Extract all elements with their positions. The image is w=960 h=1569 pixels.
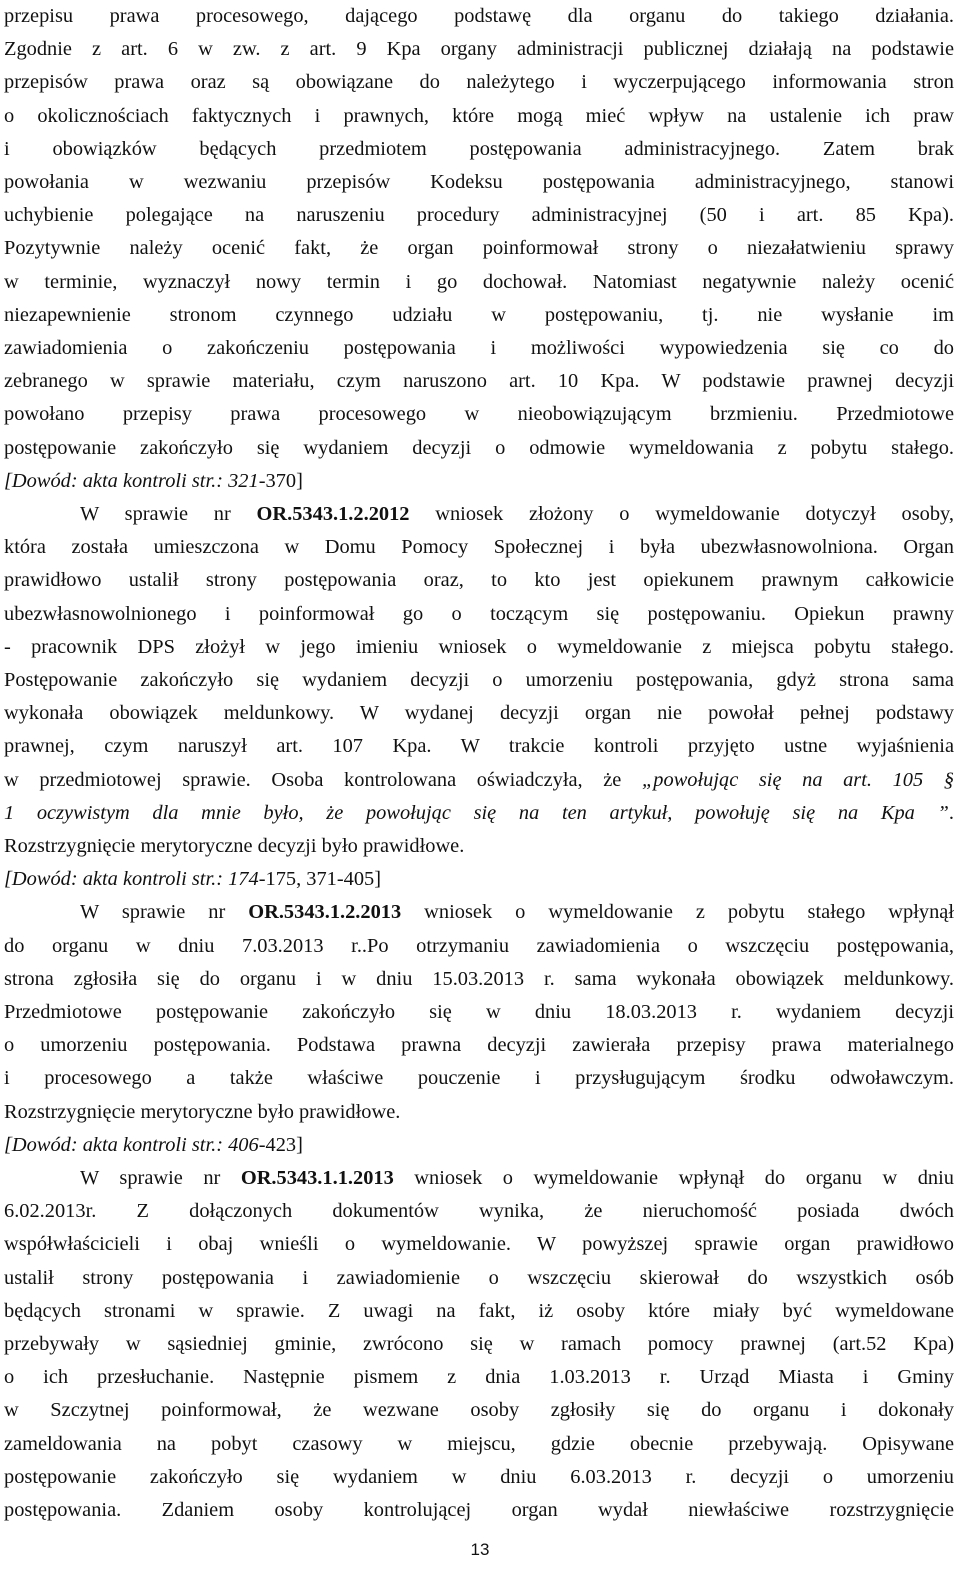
text-segment: w terminie, wyznaczył nowy termin i go dochował. Natomiast negatywnie należy ocenić — [4, 270, 954, 293]
text-line — [4, 1295, 954, 1328]
text-line — [4, 730, 954, 763]
text-segment: postępowanie zakończyło się wydaniem decyzji o odmowie wymeldowania z pobytu stałego. — [4, 436, 954, 459]
text-line — [4, 1394, 954, 1427]
text-segment: W sprawie nr — [80, 901, 249, 924]
text-segment: przepisów prawa oraz są obowiązane do należytego i wyczerpującego informowania stron — [4, 71, 954, 94]
evidence-reference: [Dowód: akta kontroli str.: 174 — [4, 868, 259, 891]
text-segment: 6.02.2013r. Z dołączonych dokumentów wynika, że nieruchomość posiada dwóch — [4, 1200, 954, 1223]
text-segment: W sprawie nr — [80, 1167, 241, 1189]
text-line — [4, 1129, 954, 1162]
case-number: OR.5343.1.2.2012 — [256, 503, 410, 525]
text-segment: . — [948, 801, 954, 824]
text-line — [4, 1096, 954, 1129]
evidence-reference: „powołując się na art. 105 § — [641, 768, 954, 791]
text-segment: współwłaścicieli i obaj wnieśli o wymeldowanie. W powyższej sprawie organ prawidłowo — [4, 1233, 954, 1256]
text-line — [4, 0, 954, 33]
text-segment: Rozstrzygnięcie merytoryczne decyzji było prawidłowe. — [4, 835, 465, 857]
text-line — [4, 1328, 954, 1361]
text-line — [4, 531, 954, 564]
text-segment: zawiadomienia o zakończeniu postępowania i możliwości wypowiedzenia się co do — [4, 337, 954, 359]
page-number: 13 — [470, 1540, 490, 1559]
text-segment: ustalił strony postępowania i zawiadomienie o wszczęciu skierował do wszystkich osób — [4, 1266, 954, 1289]
text-line — [4, 664, 954, 697]
text-segment: postępowania. Zdaniem osoby kontrolującej organ wydał niewłaściwe rozstrzygnięcie — [4, 1499, 954, 1521]
text-segment: o ich przesłuchanie. Następnie pismem z dnia 1.03.2013 r. Urząd Miasta i Gminy — [4, 1366, 954, 1389]
text-line — [4, 1262, 954, 1295]
text-line — [4, 564, 954, 597]
text-line — [4, 133, 954, 166]
text-line — [4, 1228, 954, 1261]
text-segment: powołano przepisy prawa procesowego w nieobowiązującym brzmieniu. Przedmiotowe — [4, 403, 954, 426]
text-line — [4, 1195, 954, 1228]
text-segment: strona zgłosiła się do organu i w dniu 15.03.2013 r. sama wykonała obowiązek meldunkowy. — [4, 967, 954, 990]
text-segment: powołania w wezwaniu przepisów Kodeksu postępowania administracyjnego, stanowi — [4, 171, 954, 193]
text-line — [80, 498, 954, 531]
text-segment: w Szczytnej poinformował, że wezwane osoby zgłosiły się do organu i dokonały — [4, 1399, 954, 1422]
text-line — [4, 66, 954, 99]
text-line — [4, 1029, 954, 1062]
text-line — [4, 100, 954, 133]
text-line — [4, 266, 954, 299]
text-line — [4, 1361, 954, 1394]
text-segment: Pozytywnie należy ocenić fakt, że organ poinformował strony o niezałatwieniu sprawy — [4, 237, 954, 260]
text-segment: wykonała obowiązek meldunkowy. W wydanej decyzji organ nie powołał pełnej podstawy — [4, 702, 954, 725]
text-segment: niezapewnienie stronom czynnego udziału w postępowaniu, tj. nie wysłanie im — [4, 303, 954, 326]
text-segment: W sprawie nr — [80, 503, 257, 525]
text-line — [4, 299, 954, 332]
text-segment: do organu w dniu 7.03.2013 r..Po otrzymaniu zawiadomienia o wszczęciu postępowania, — [4, 934, 954, 957]
text-line — [4, 365, 954, 398]
text-line — [4, 930, 954, 963]
evidence-reference: 1 oczywistym dla mnie było, że powołując się na ten artykuł, powołuję się na Kpa ” — [4, 801, 949, 824]
text-segment: Rozstrzygnięcie merytoryczne było prawidłowe. — [4, 1100, 401, 1123]
text-line — [4, 465, 954, 498]
text-segment: o okolicznościach faktycznych i prawnych, które mogą mieć wpływ na ustalenie ich praw — [4, 104, 954, 127]
text-segment: wniosek o wymeldowanie z pobytu stałego wpłynął — [401, 901, 954, 924]
text-line — [4, 764, 954, 797]
text-line — [80, 896, 954, 929]
text-segment: ubezwłasnowolnionego i poinformował go o toczącym się postępowaniu. Opiekun prawny — [4, 602, 954, 625]
text-segment: Przedmiotowe postępowanie zakończyło się w dniu 18.03.2013 r. wydaniem decyzji — [4, 1001, 954, 1023]
text-segment: zameldowania na pobyt czasowy w miejscu, gdzie obecnie przebywają. Opisywane — [4, 1432, 954, 1455]
text-segment: Postępowanie zakończyło się wydaniem decyzji o umorzeniu postępowania, gdyż strona sama — [4, 669, 954, 691]
text-segment: będących stronami w sprawie. Z uwagi na fakt, iż osoby które miały być wymeldowane — [4, 1299, 954, 1322]
text-line — [4, 1428, 954, 1461]
text-line — [4, 33, 954, 66]
text-line — [4, 797, 954, 830]
evidence-reference: [Dowód: akta kontroli str.: 321 — [4, 469, 259, 492]
text-line — [4, 996, 954, 1029]
text-line — [4, 830, 954, 863]
evidence-reference: [Dowód: akta kontroli str.: 406 — [4, 1133, 259, 1156]
text-segment: i procesowego a także właściwe pouczenie i przysługującym środku odwoławczym. — [4, 1067, 954, 1090]
text-line — [80, 1162, 954, 1195]
text-segment: prawidłowo ustalił strony postępowania oraz, to kto jest opiekunem prawnym całkowicie — [4, 569, 954, 592]
text-line — [4, 697, 954, 730]
text-line — [4, 1062, 954, 1095]
text-line — [4, 166, 954, 199]
case-number: OR.5343.1.1.2013 — [240, 1167, 394, 1189]
text-line — [4, 398, 954, 431]
text-line — [4, 631, 954, 664]
text-line — [4, 863, 954, 896]
text-line — [4, 1494, 954, 1527]
text-line — [4, 598, 954, 631]
text-segment: o umorzeniu postępowania. Podstawa prawna decyzji zawierała przepisy prawa materialnego — [4, 1034, 954, 1057]
text-segment: i obowiązków będących przedmiotem postępowania administracyjnego. Zatem brak — [4, 137, 954, 160]
text-segment: wniosek złożony o wymeldowanie dotyczył osoby, — [409, 503, 954, 525]
text-segment: prawnej, czym naruszył art. 107 Kpa. W trakcie kontroli przyjęto ustne wyjaśnienia — [4, 735, 954, 758]
text-line — [4, 1461, 954, 1494]
text-segment: która została umieszczona w Domu Pomocy Społecznej i była ubezwłasnowolniona. Organ — [4, 536, 954, 559]
text-segment: - pracownik DPS złożył w jego imieniu wniosek o wymeldowanie z miejsca pobytu stałego. — [4, 635, 954, 658]
text-line — [4, 199, 954, 232]
text-segment: Zgodnie z art. 6 w zw. z art. 9 Kpa organy administracji publicznej działają na podstawie — [4, 38, 954, 61]
text-segment: uchybienie polegające na naruszeniu procedury administracyjnej (50 i art. 85 Kpa). — [4, 204, 954, 227]
text-segment: -423] — [258, 1133, 303, 1156]
text-segment: wniosek o wymeldowanie wpłynął do organu w dniu — [393, 1167, 954, 1189]
text-line — [4, 232, 954, 265]
text-segment: zebranego w sprawie materiału, czym naruszono art. 10 Kpa. W podstawie prawnej decyzji — [4, 370, 954, 393]
text-segment: -370] — [258, 469, 303, 492]
text-segment: -175, 371-405] — [258, 868, 382, 891]
case-number: OR.5343.1.2.2013 — [248, 901, 402, 924]
text-line — [4, 432, 954, 465]
text-segment: przebywały w sąsiedniej gminie, zwrócono się w ramach pomocy prawnej (art.52 Kpa) — [4, 1333, 954, 1355]
text-segment: postępowanie zakończyło się wydaniem w dniu 6.03.2013 r. decyzji o umorzeniu — [4, 1465, 954, 1488]
text-segment: w przedmiotowej sprawie. Osoba kontrolowana oświadczyła, że — [4, 768, 642, 791]
text-line — [4, 332, 954, 365]
text-segment: przepisu prawa procesowego, dającego podstawę dla organu do takiego działania. — [4, 5, 954, 27]
text-line — [4, 963, 954, 996]
